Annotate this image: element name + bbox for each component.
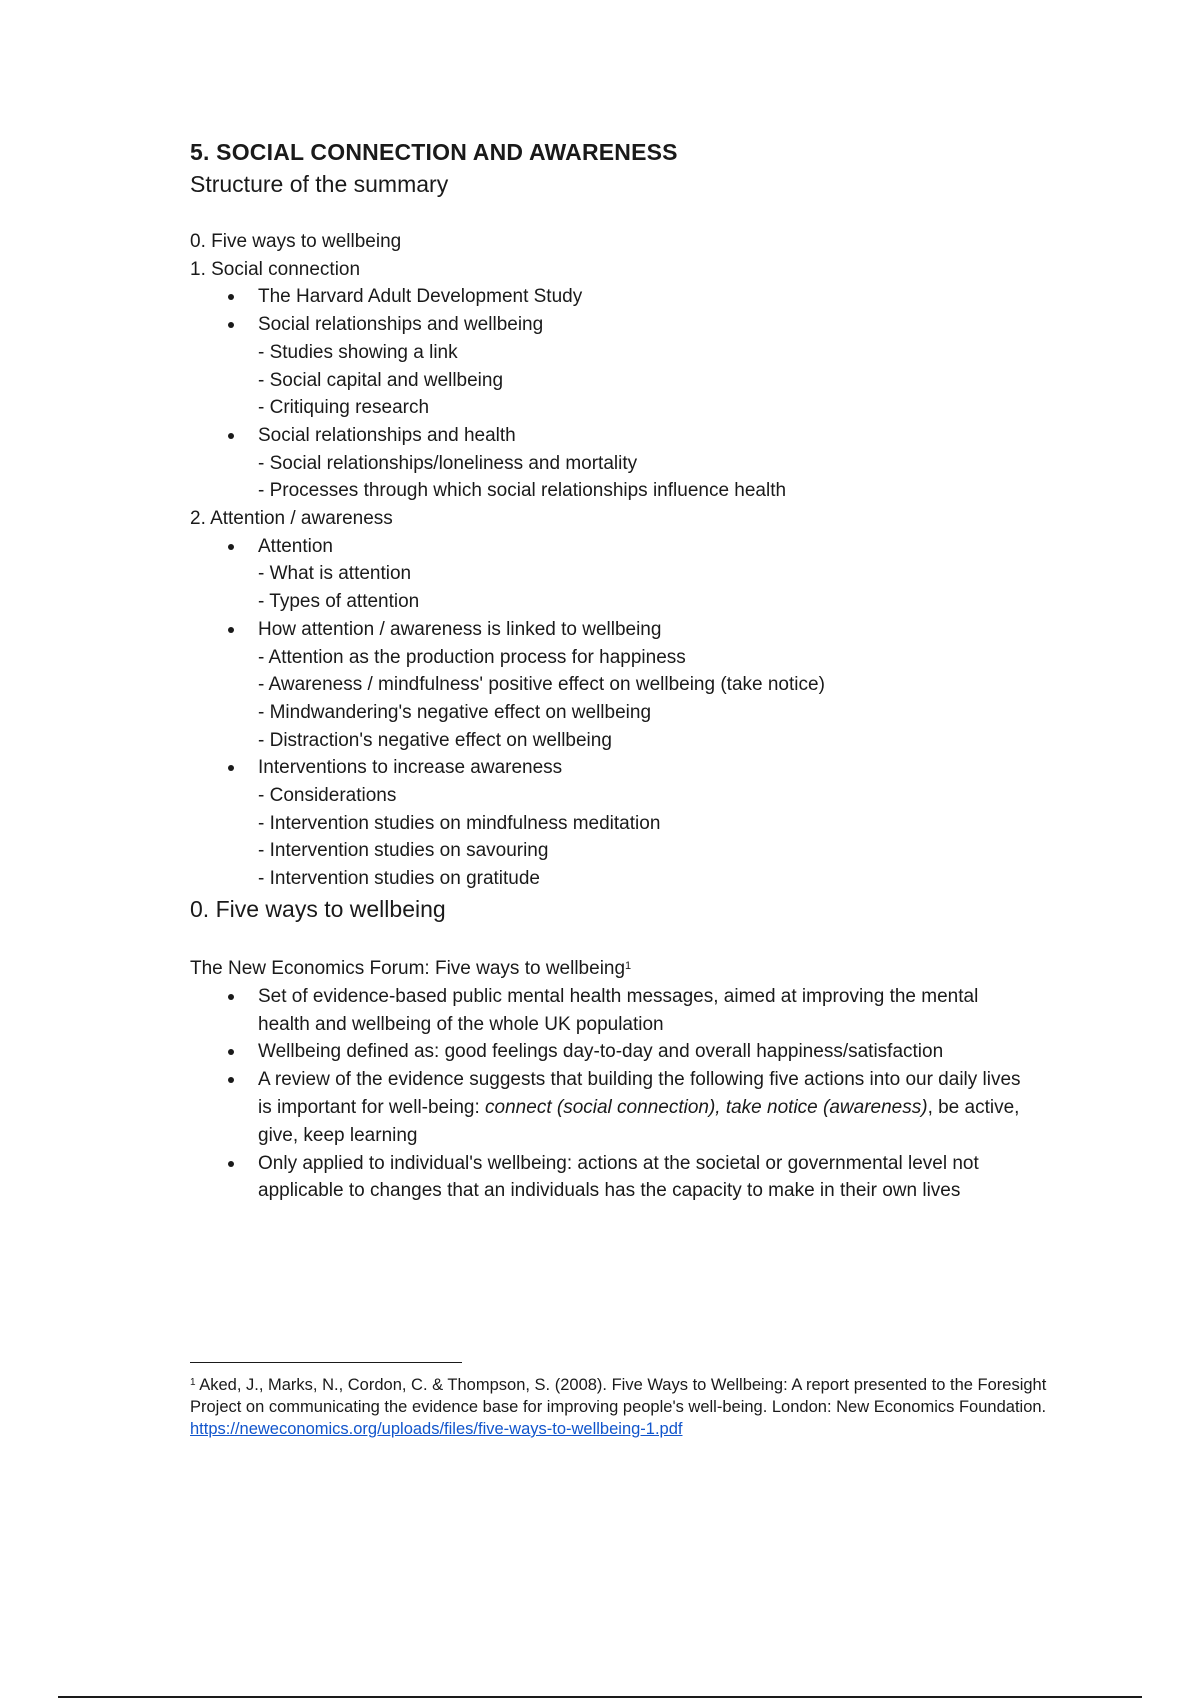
section-heading-five-ways: 0. Five ways to wellbeing <box>190 895 446 922</box>
nef-intro <box>190 955 1050 983</box>
outline-subitem: - Awareness / mindfulness' positive effect on wellbeing (take notice) <box>258 674 825 696</box>
outline-item: 2. Attention / awareness <box>190 508 393 530</box>
outline-subitem: - Intervention studies on savouring <box>258 840 549 862</box>
summary-outline <box>190 228 1050 893</box>
nef-intro-text: The New Economics Forum: Five ways to wellbeing <box>190 957 626 979</box>
outline-subitem: - Attention as the production process for happiness <box>258 646 686 668</box>
footnote-link[interactable]: https://neweconomics.org/uploads/files/five-ways-to-wellbeing-1.pdf <box>190 1420 683 1438</box>
outline-bullet: The Harvard Adult Development Study <box>190 283 1050 311</box>
footnote-number: 1 <box>190 1377 196 1388</box>
outline-subitem: - Critiquing research <box>258 397 430 419</box>
outline-bullet: Social relationships and health <box>190 422 1050 450</box>
footnote-citation: Aked, J., Marks, N., Cordon, C. & Thompson, S. (2008). Five Ways to Wellbeing: A report presented to the Foresight Project on communicating the evidence base for improving people's well-being. London: New Economics Foundation. <box>190 1376 1047 1416</box>
footnote-ref[interactable]: 1 <box>625 959 632 972</box>
outline-bullet: Attention <box>190 533 1050 561</box>
bullet-item <box>190 1066 1050 1149</box>
outline-subitem: - Types of attention <box>258 591 420 613</box>
page-bottom-rule <box>58 1696 1142 1698</box>
outline-subitem: - Intervention studies on gratitude <box>258 868 541 890</box>
footnote-separator <box>190 1362 462 1363</box>
structure-heading: Structure of the summary <box>190 171 449 197</box>
bullet-item: Wellbeing defined as: good feelings day-to-day and overall happiness/satisfaction <box>190 1038 1050 1066</box>
outline-bullet: How attention / awareness is linked to wellbeing <box>190 616 1050 644</box>
outline-bullet: Interventions to increase awareness <box>190 754 1050 782</box>
bullet-text: A review of the evidence suggests that building the following five actions into our daily lives is important for well-being: <box>258 1069 1021 1119</box>
outline-subitem: - Intervention studies on mindfulness meditation <box>258 812 661 834</box>
five-ways-bullets <box>190 983 1050 1205</box>
bullet-text: , be active, give, keep learning <box>258 1097 1020 1146</box>
page-content <box>190 136 1050 1205</box>
outline-subitem: - Distraction's negative effect on wellbeing <box>258 729 612 751</box>
bullet-emphasis: connect (social connection), take notice (awareness) <box>485 1097 928 1119</box>
outline-item: 0. Five ways to wellbeing <box>190 231 402 252</box>
outline-subitem: - Considerations <box>258 785 397 807</box>
footnote <box>190 1374 1070 1440</box>
outline-subitem: - Mindwandering's negative effect on wellbeing <box>258 701 652 723</box>
outline-subitem: - Studies showing a link <box>258 341 458 363</box>
outline-subitem: - What is attention <box>258 563 412 585</box>
bullet-item: Only applied to individual's wellbeing: actions at the societal or governmental level not applicable to changes that an individuals has the capacity to make in their own lives <box>190 1150 1050 1206</box>
outline-bullet: Social relationships and wellbeing <box>190 311 1050 339</box>
outline-subitem: - Social capital and wellbeing <box>258 369 504 391</box>
outline-subitem: - Social relationships/loneliness and mortality <box>258 452 638 474</box>
document-title: 5. SOCIAL CONNECTION AND AWARENESS <box>190 139 678 165</box>
outline-subitem: - Processes through which social relationships influence health <box>258 480 787 502</box>
outline-item: 1. Social connection <box>190 258 361 280</box>
bullet-item: Set of evidence-based public mental health messages, aimed at improving the mental health and wellbeing of the whole UK population <box>190 983 1050 1039</box>
